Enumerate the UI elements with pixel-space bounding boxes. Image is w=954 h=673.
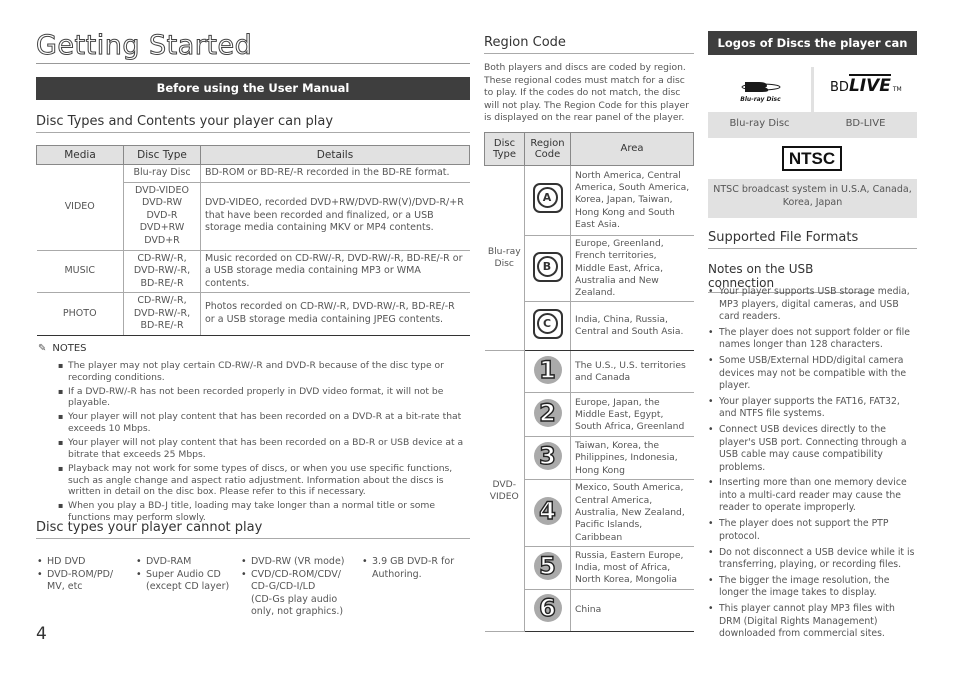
ntsc-logo-icon: NTSC — [782, 146, 842, 171]
disc-types-heading: Disc Types and Contents your player can play — [36, 114, 470, 133]
bluray-caption: Blu-ray Disc — [729, 118, 790, 129]
list-item: • The player does not support folder or file names longer than 128 characters. — [708, 327, 918, 352]
region-intro: Both players and discs are coded by region. These regional codes must match for a disc to play. If the codes do not match, the disc will not play. The Region Code for this player is displayed on the rear panel of the player. — [484, 62, 689, 123]
disc-type-cell: CD-RW/-R, DVD-RW/-R, BD-RE/-R — [124, 293, 201, 336]
table-row — [37, 250, 470, 293]
table-header-row — [485, 133, 694, 166]
table-header-details: Details — [201, 146, 470, 165]
table-row — [485, 166, 694, 236]
media-cell: VIDEO — [37, 165, 124, 251]
list-item: • Do not disconnect a USB device while it is transferring, playing, or recording files. — [708, 547, 918, 572]
region-code-heading: Region Code — [484, 35, 694, 54]
disc-types-table — [36, 145, 470, 336]
list-item: • DVD-RW (VR mode) — [241, 556, 356, 569]
bdlive-logo-cell — [814, 67, 917, 112]
list-item: ▪ When you play a BD-J title, loading may take longer than a normal title or some functions may perform slowly. — [58, 500, 470, 524]
area-cell: Russia, Eastern Europe, India, most of Africa, North Korea, Mongolia — [571, 546, 694, 589]
details-cell: BD-ROM or BD-RE/-R recorded in the BD-RE format. — [201, 165, 470, 183]
region-code-table — [484, 132, 694, 632]
notes-list — [58, 360, 470, 526]
list-item: • The bigger the image resolution, the longer the image takes to display. — [708, 575, 918, 600]
table-header-disc-type: Disc Type — [124, 146, 201, 165]
supported-formats-heading: Supported File Formats — [708, 230, 917, 249]
table-header-row — [37, 146, 470, 165]
list-item: ▪ Your player will not play content that has been recorded on a DVD-R at a bit-rate that exceeds 10 Mbps. — [58, 411, 470, 435]
cannot-play-col-3 — [241, 556, 356, 619]
ntsc-logo-cell — [708, 138, 917, 179]
before-using-bar: Before using the User Manual — [36, 77, 470, 100]
notes-title-row — [38, 343, 87, 354]
list-item: • Inserting more than one memory device into a multi-card reader may cause the reader to operate improperly. — [708, 477, 918, 515]
ntsc-caption: NTSC broadcast system in U.S.A, Canada, Korea, Japan — [713, 184, 912, 208]
disc-type-cell: CD-RW/-R, DVD-RW/-R, BD-RE/-R — [124, 250, 201, 293]
area-cell: Europe, Greenland, French territories, Middle East, Africa, Australia and New Zealand. — [571, 236, 694, 302]
area-cell: The U.S., U.S. territories and Canada — [571, 351, 694, 393]
table-header-region-code: Region Code — [525, 133, 571, 166]
list-item: • CVD/CD-ROM/CDV/ CD-G/CD-I/LD (CD-Gs play audio only, not graphics.) — [241, 569, 356, 619]
list-item: • Connect USB devices directly to the player's USB port. Connecting through a USB cable may cause compatibility problems. — [708, 424, 918, 474]
table-header-area: Area — [571, 133, 694, 166]
details-cell: Music recorded on CD-RW/-R, DVD-RW/-R, BD-RE/-R or a USB storage media containing MP3 or WMA contents. — [201, 250, 470, 293]
list-item: • DVD-RAM — [136, 556, 236, 569]
region-2-globe-icon: 2 — [533, 399, 563, 427]
details-cell: DVD-VIDEO, recorded DVD+RW/DVD-RW(V)/DVD-R/+R that have been recorded and finalized, or a USB storage media containing MKV or MP4 contents. — [201, 182, 470, 250]
table-row — [37, 165, 470, 183]
list-item: • Your player supports the FAT16, FAT32, and NTFS file systems. — [708, 396, 918, 421]
area-cell: China — [571, 589, 694, 631]
disc-type-cell: Blu-ray Disc — [124, 165, 201, 183]
list-item: • DVD-ROM/PD/ MV, etc — [37, 569, 127, 594]
area-cell: Europe, Japan, the Middle East, Egypt, South Africa, Greenland — [571, 393, 694, 437]
list-item: • HD DVD — [37, 556, 127, 569]
page-title: Getting Started — [36, 30, 470, 64]
usb-notes-list — [708, 286, 918, 644]
bluray-logo-cell — [708, 67, 811, 112]
list-item: • Super Audio CD (except CD layer) — [136, 569, 236, 594]
area-cell: Mexico, South America, Central America, Australia, New Zealand, Pacific Islands, Caribbean — [571, 480, 694, 546]
page-number: 4 — [36, 624, 47, 644]
region-b-badge-icon: B — [533, 252, 563, 282]
bdlive-logo-icon: BDLIVE TM — [830, 76, 902, 96]
list-item: • The player does not support the PTP protocol. — [708, 518, 918, 543]
list-item: • 3.9 GB DVD-R for Authoring. — [362, 556, 470, 581]
bluray-logo-icon: Blu-ray Disc — [733, 78, 788, 103]
area-cell: India, China, Russia, Central and South Asia. — [571, 302, 694, 351]
region-1-globe-icon: 1 — [533, 356, 563, 384]
notes-title: NOTES — [52, 343, 87, 354]
list-item: • This player cannot play MP3 files with DRM (Digital Rights Management) downloaded from commercial sites. — [708, 603, 918, 641]
list-item: ▪ If a DVD-RW/-R has not been recorded properly in DVD video format, it will not be playable. — [58, 386, 470, 410]
region-a-badge-icon: A — [533, 183, 563, 213]
list-item: ▪ Your player will not play content that has been recorded on a BD-R or USB device at a bitrate that exceeds 25 Mbps. — [58, 437, 470, 461]
area-cell: Taiwan, Korea, the Philippines, Indonesia, Hong Kong — [571, 437, 694, 480]
logos-panel — [708, 67, 917, 218]
disc-type-cell: Blu-ray Disc — [485, 166, 525, 351]
list-item: • Some USB/External HDD/digital camera devices may not be compatible with the player. — [708, 355, 918, 393]
region-5-globe-icon: 5 — [533, 552, 563, 580]
pencil-icon: ✎ — [38, 343, 47, 354]
region-4-globe-icon: 4 — [533, 497, 563, 525]
disc-type-cell: DVD-VIDEO DVD-RW DVD-R DVD+RW DVD+R — [124, 182, 201, 250]
disc-type-cell: DVD- VIDEO — [485, 351, 525, 631]
table-header-disc-type: Disc Type — [485, 133, 525, 166]
logos-bar: Logos of Discs the player can — [708, 31, 917, 55]
area-cell: North America, Central America, South America, Korea, Japan, Taiwan, Hong Kong and South East Asia. — [571, 166, 694, 236]
region-6-globe-icon: 6 — [533, 594, 563, 622]
list-item: ▪ The player may not play certain CD-RW/-R and DVD-R because of the disc type or recording conditions. — [58, 360, 470, 384]
cannot-play-col-1 — [37, 556, 127, 594]
cannot-play-col-4 — [362, 556, 470, 581]
table-row — [37, 293, 470, 336]
cannot-play-heading: Disc types your player cannot play — [36, 520, 470, 539]
region-3-globe-icon: 3 — [533, 442, 563, 470]
table-row — [485, 351, 694, 393]
region-c-badge-icon: C — [533, 309, 563, 339]
details-cell: Photos recorded on CD-RW/-R, DVD-RW/-R, BD-RE/-R or a USB storage media containing JPEG contents. — [201, 293, 470, 336]
table-header-media: Media — [37, 146, 124, 165]
list-item: • Your player supports USB storage media, MP3 players, digital cameras, and USB card readers. — [708, 286, 918, 324]
usb-notes-heading: Notes on the USB connection — [708, 262, 873, 293]
media-cell: MUSIC — [37, 250, 124, 293]
list-item: ▪ Playback may not work for some types of discs, or when you use specific functions, such as angle change and aspect ratio adjustment. Information about the discs is written in detail on the disc box. Please refer to this if necessary. — [58, 463, 470, 498]
bdlive-caption: BD-LIVE — [845, 118, 886, 129]
media-cell: PHOTO — [37, 293, 124, 336]
cannot-play-col-2 — [136, 556, 236, 594]
